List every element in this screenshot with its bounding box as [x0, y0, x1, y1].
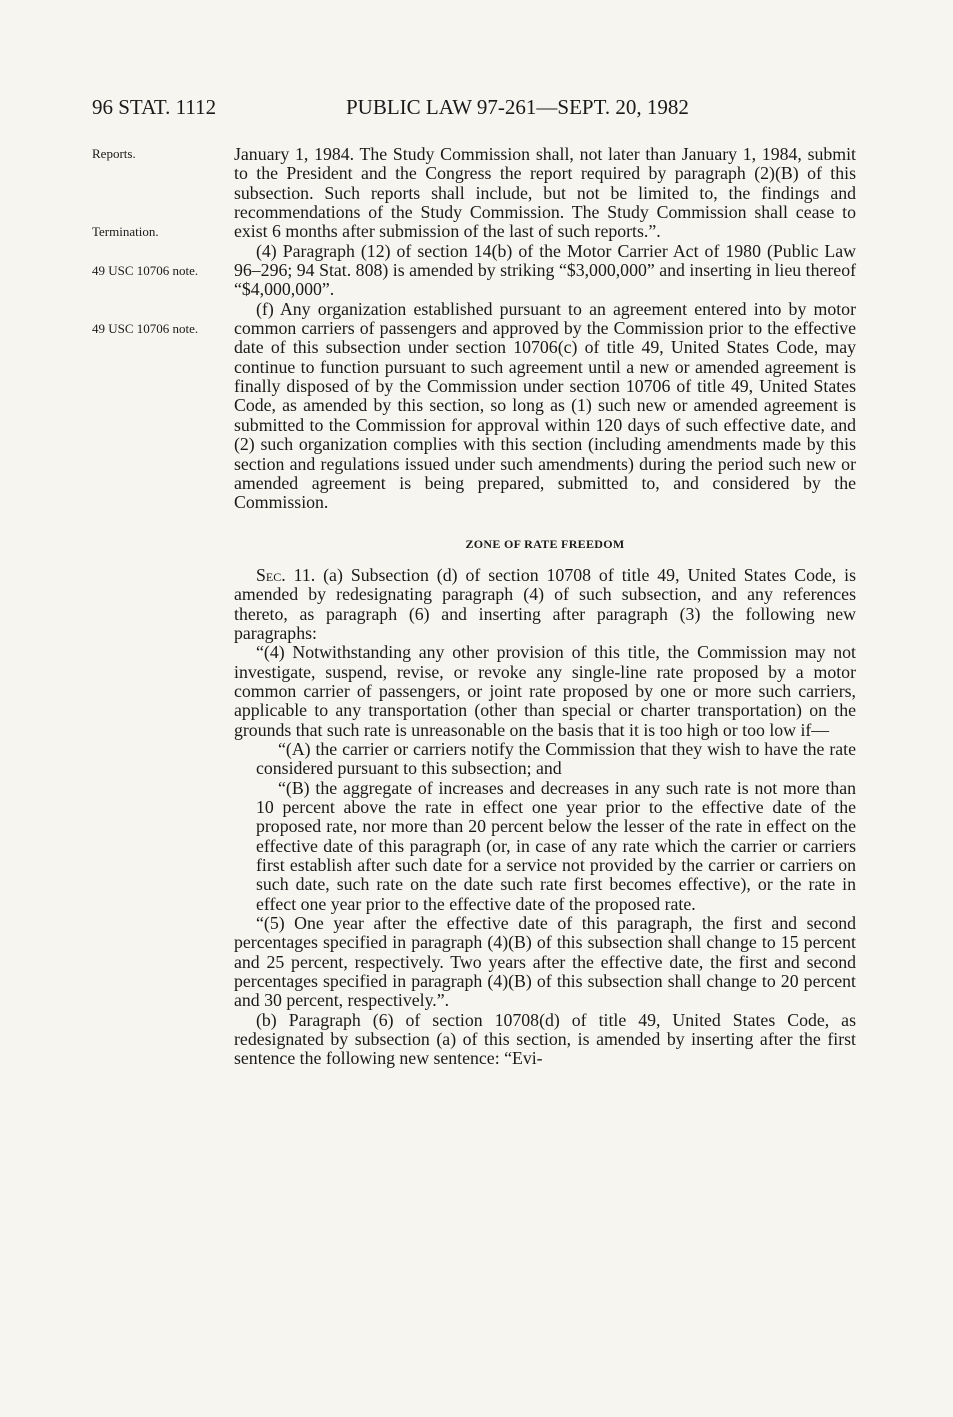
statute-page-number: 96 STAT. 1112: [92, 95, 217, 119]
public-law-title: PUBLIC LAW 97-261—SEPT. 20, 1982: [346, 95, 689, 119]
paragraph-quoted-5: “(5) One year after the effective date of this paragraph, the first and second percentages specified in paragraph (4)(B) of this subsection shall change to 15 percent and 25 percent, respectively. Two years after the effective date, the first and second percentages specified in paragraph (4)(B) of this subsection shall change to 20 percent and 30 percent, respectively.”.: [234, 913, 856, 1011]
section-heading: ZONE OF RATE FREEDOM: [465, 536, 625, 551]
section-11-a-text: (a) Subsection (d) of section 10708 of title 49, United States Code, is amended by redesignating paragraph (4) of such subsection, and any references thereto, as paragraph (6) and inserting after paragraph (3) the following new paragraphs:: [234, 564, 856, 643]
subparagraph-b: “(B) the aggregate of increases and decreases in any such rate is not more than 10 percent above the rate in effect one year prior to the effective date of the proposed rate, nor more than 20 percent below the lesser of the rate in effect on the effective date of this paragraph (or, in case of any rate which the carrier or carriers first establish after such date for a service not provided by the carrier or carriers on such date, such rate on the date such rate first becomes effective), or the rate in effect one year prior to the effective date of the proposed rate.: [256, 777, 856, 914]
paragraph-f: (f) Any organization established pursuant to an agreement entered into by motor common carriers of passengers and approved by the Commission prior to the effective date of this subsection under section 10706(c) of title 49, United States Code, may continue to function pursuant to such agreement until a new or amended agreement is finally disposed of by the Commission under section 10706 of title 49, United States Code, as amended by this section, so long as (1) such new or amended agreement is submitted to the Commission for approval within 120 days of such effective date, and (2) such organization complies with this section (including amendments made by this section and regulations issued under such amendments) during the period such new or amended agreement is being prepared, submitted to, and considered by the Commission.: [234, 298, 856, 513]
subparagraph-a: “(A) the carrier or carriers notify the Commission that they wish to have the rate considered pursuant to this subsection; and: [256, 738, 856, 779]
paragraph-continuation: January 1, 1984. The Study Commission shall, not later than January 1, 1984, submit to the President and the Congress the report required by paragraph (2)(B) of this subsection. Such reports shall include, but not be limited to, the findings and recommendations of the Study Commission. The Study Commission shall cease to exist 6 months after submission of the last of such reports.”.: [234, 144, 856, 242]
paragraph-4: (4) Paragraph (12) of section 14(b) of the Motor Carrier Act of 1980 (Public Law 96–296; 94 Stat. 808) is amended by striking “$3,000,000” and inserting in lieu thereof “$4,000,000”.: [234, 240, 856, 300]
page-header: [92, 95, 752, 125]
section-label: Sec. 11.: [256, 564, 316, 585]
margin-note-reports: Reports.: [92, 146, 136, 161]
margin-note-termination: Termination.: [92, 224, 159, 239]
section-11-a: [234, 566, 856, 643]
paragraph-b: (b) Paragraph (6) of section 10708(d) of title 49, United States Code, as redesignated by subsection (a) of this section, is amended by inserting after the first sentence the following new sentence: “Evi-: [234, 1009, 856, 1069]
margin-note-usc-1: 49 USC 10706 note.: [92, 263, 199, 278]
paragraph-quoted-4: “(4) Notwithstanding any other provision of this title, the Commission may not investigate, suspend, revise, or revoke any single-line rate proposed by a motor common carrier of passengers, or joint rate proposed by one or more such carriers, applicable to any transportation (other than special or charter transportation) on the grounds that such rate is unreasonable on the basis that it is too high or too low if—: [234, 642, 856, 740]
body-text: [234, 145, 856, 1069]
margin-note-usc-2: 49 USC 10706 note.: [92, 321, 199, 336]
